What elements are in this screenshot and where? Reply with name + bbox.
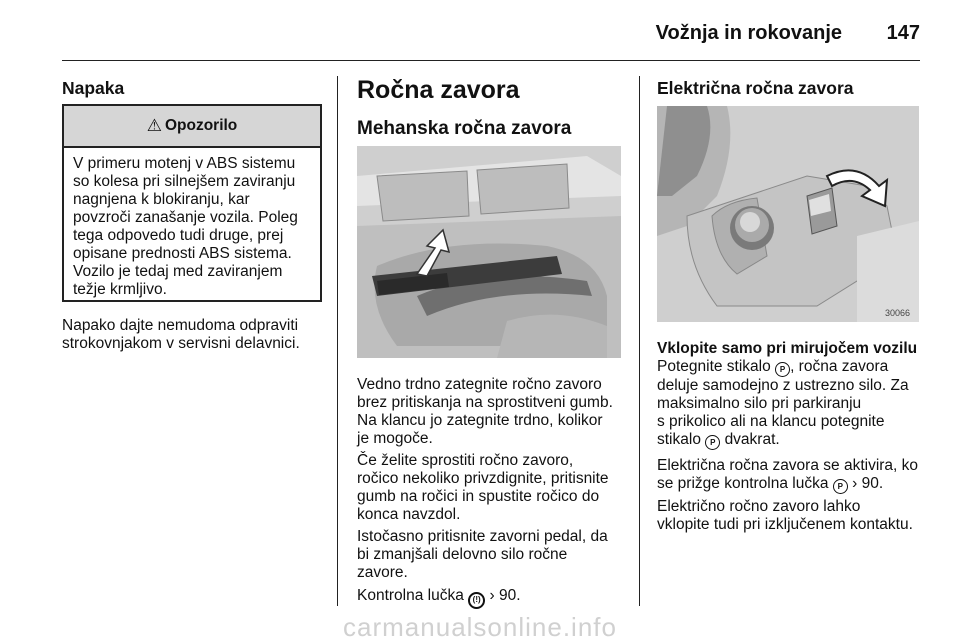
watermark: carmanualsonline.info (343, 612, 617, 642)
text-inline: Potegnite stikalo (657, 358, 771, 375)
text-line: je mogoče. (357, 430, 433, 447)
subheading-mehanska: Mehanska ročna zavora (357, 118, 572, 139)
paragraph-1 (657, 358, 909, 450)
text-line: gumb na ročici in spustite ročico do (357, 488, 600, 505)
text-line: bi zmanjšali delovno silo ročne (357, 546, 568, 563)
image-number: 30066 (885, 308, 911, 318)
page-number: 147 (886, 22, 920, 44)
text-line: deluje samodejno z ustrezno silo. Za (657, 377, 909, 394)
napaka-paragraph (62, 317, 300, 353)
subheading-vklopite: Vklopite samo pri mirujočem vozilu (657, 340, 918, 357)
handbrake-illustration (357, 146, 621, 358)
section-heading-elektricna: Električna ročna zavora (657, 78, 854, 98)
paragraph-3 (657, 498, 913, 534)
warning-line: povzroči zanašanje vozila. Poleg (73, 209, 298, 226)
text-line: Če želite sprostiti ročno zavoro, (357, 452, 574, 469)
warning-line: Vozilo je tedaj med zaviranjem (73, 263, 283, 280)
brake-warning-icon: (!) (468, 592, 485, 609)
page-reference-link[interactable]: 90. (861, 475, 884, 492)
text-line: maksimalno silo pri parkiranju (657, 395, 862, 412)
parking-brake-icon: P (775, 362, 790, 377)
text-line: Električna ročna zavora se aktivira, ko (657, 457, 919, 474)
paragraph-2 (657, 457, 918, 494)
column-divider-1 (337, 76, 338, 606)
text-line: Istočasno pritisnite zavorni pedal, da (357, 528, 608, 545)
text-inline: Kontrolna lučka (357, 587, 464, 604)
warning-line: so kolesa pri silnejšem zaviranju (73, 173, 296, 190)
text-line (657, 431, 909, 450)
text-line: brez pritiskanja na sprostitveni gumb. (357, 394, 613, 411)
page-reference-link[interactable]: 90. (498, 587, 521, 604)
electric-brake-image (657, 106, 919, 322)
page-reference-arrow-icon: › (852, 475, 858, 492)
page-header (62, 0, 920, 61)
warning-line: težje krmljivo. (73, 281, 167, 298)
warning-header (64, 106, 320, 148)
text-line: strokovnjakom v servisni delavnici. (62, 335, 300, 352)
paragraph-3 (357, 528, 608, 582)
parking-brake-icon: P (705, 435, 720, 450)
warning-triangle-icon: ⚠ (146, 116, 162, 135)
text-inline: stikalo (657, 431, 701, 448)
handbrake-image (357, 146, 621, 358)
text-line (657, 475, 918, 494)
warning-line: tega odpovedo tudi druge, prej (73, 227, 284, 244)
text-line: konca navzdol. (357, 506, 461, 523)
electric-brake-illustration (657, 106, 919, 322)
warning-line: opisane prednosti ABS sistema. (73, 245, 292, 262)
header-title: Vožnja in rokovanje (655, 22, 842, 44)
warning-box (62, 104, 322, 302)
text-line: zavore. (357, 564, 408, 581)
parking-brake-icon: P (833, 479, 848, 494)
paragraph-1 (357, 376, 613, 448)
warning-text (64, 148, 320, 306)
warning-line: V primeru motenj v ABS sistemu (73, 155, 296, 172)
warning-title: Opozorilo (164, 117, 238, 134)
text-line: Na klancu jo zategnite trdno, kolikor (357, 412, 603, 429)
paragraph-2 (357, 452, 609, 524)
text-inline: , ročna zavora (790, 358, 889, 375)
text-inline: dvakrat. (724, 431, 780, 448)
text-line: ročico nekoliko privzdignite, pritisnite (357, 470, 609, 487)
text-line: Vedno trdno zategnite ročno zavoro (357, 376, 602, 393)
text-line: s prikolico ali na klancu potegnite (657, 413, 885, 430)
text-line: Napako dajte nemudoma odpraviti (62, 317, 299, 334)
column-divider-2 (639, 76, 640, 606)
text-line (657, 358, 909, 377)
text-inline: se prižge kontrolna lučka (657, 475, 829, 492)
section-heading-napaka: Napaka (62, 78, 125, 98)
paragraph-4 (357, 587, 521, 609)
page-reference-arrow-icon: › (489, 587, 495, 604)
warning-line: nagnjena k blokiranju, kar (73, 191, 250, 208)
text-line: vklopite tudi pri izključenem kontaktu. (657, 516, 913, 533)
text-line: Električno ročno zavoro lahko (657, 498, 861, 515)
section-heading-rocna-zavora: Ročna zavora (357, 76, 520, 104)
